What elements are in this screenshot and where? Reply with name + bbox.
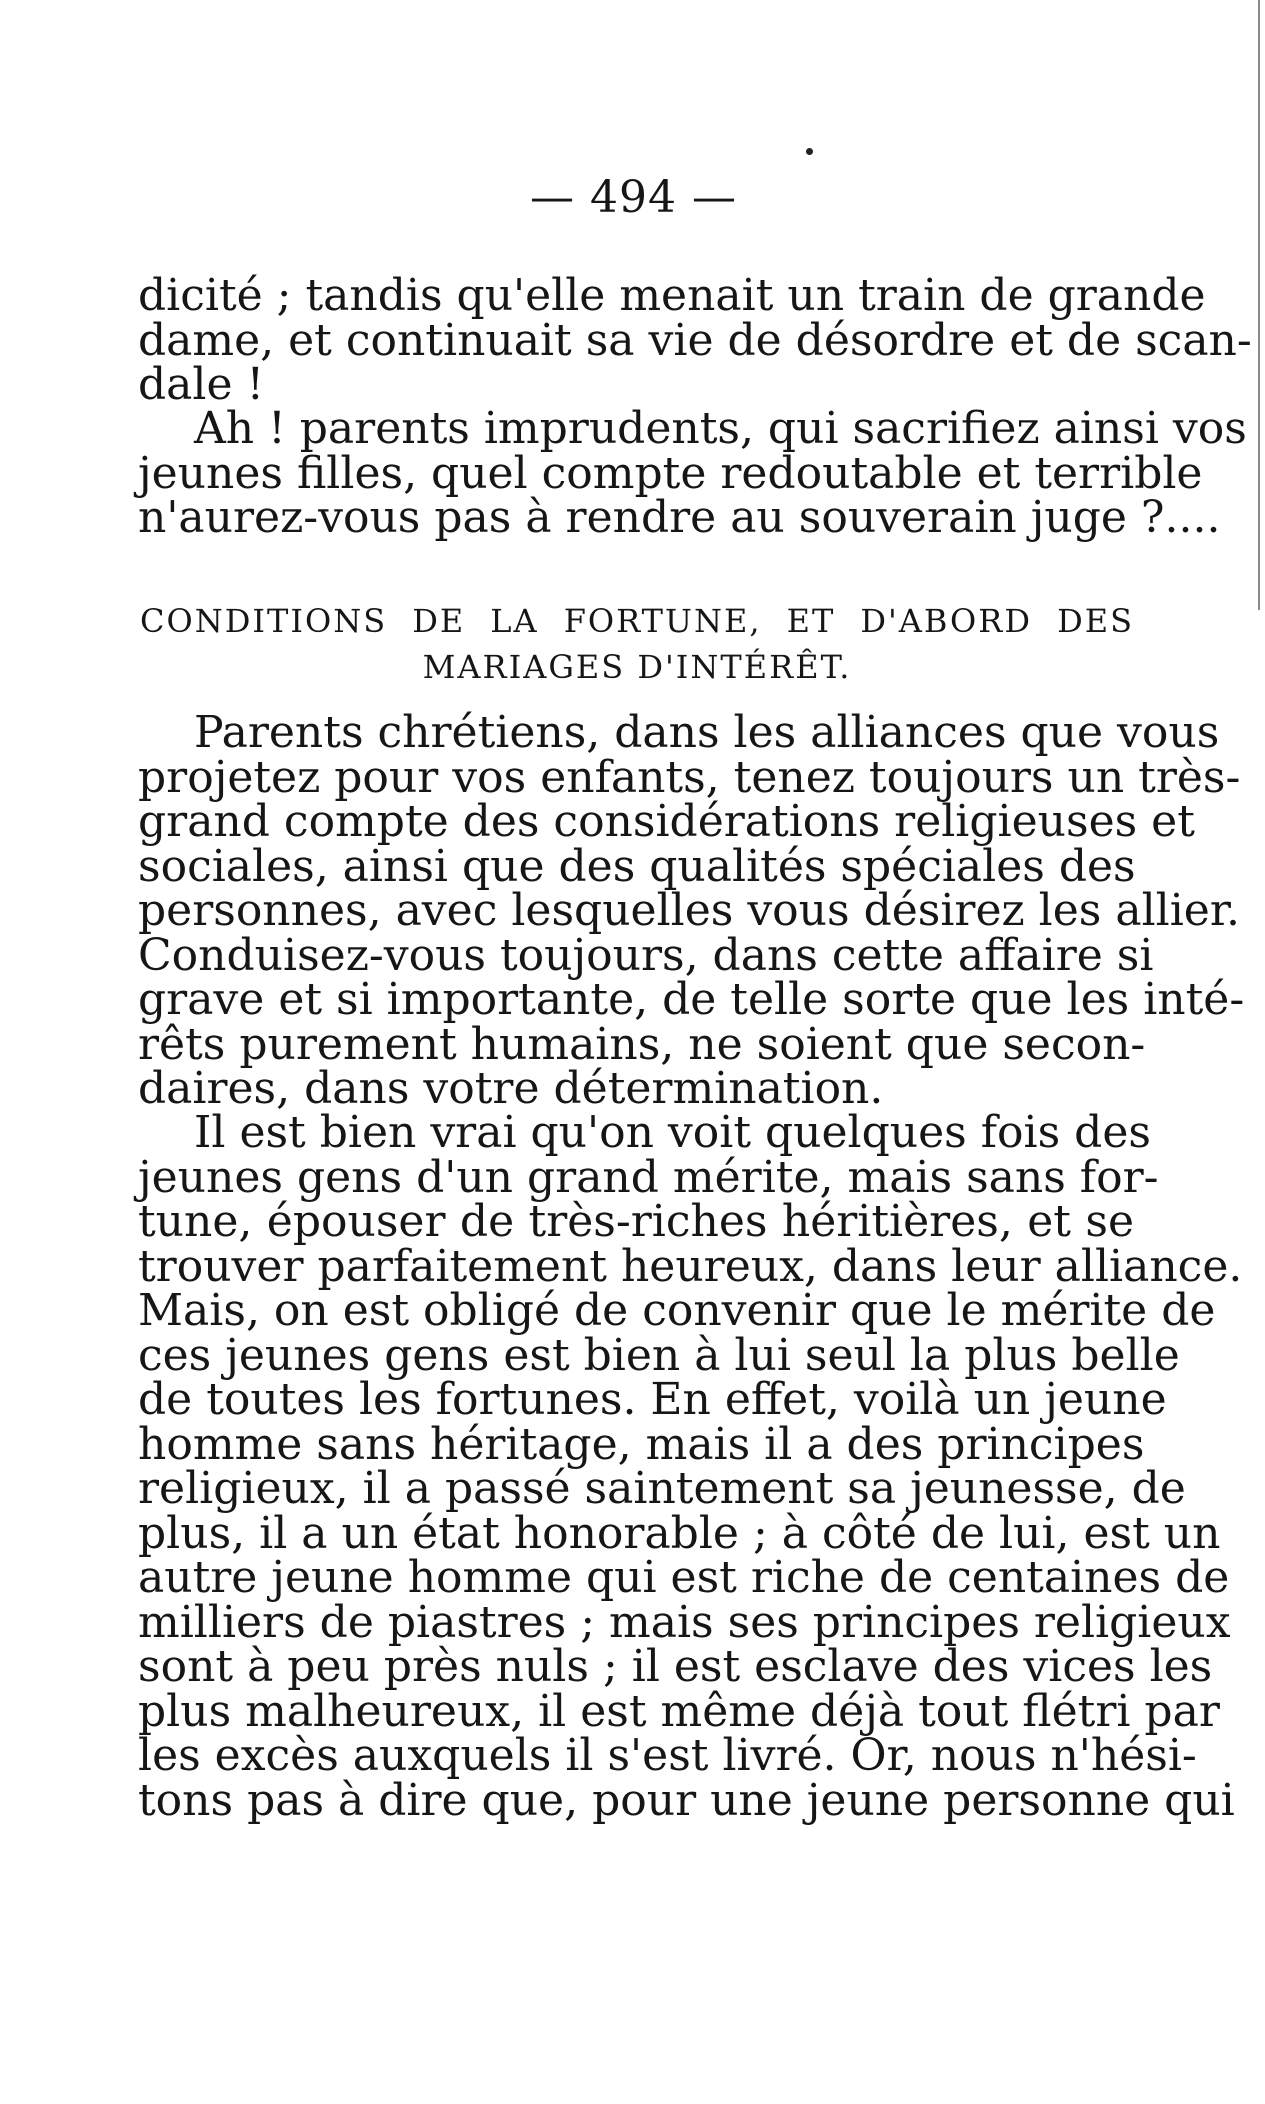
text-line: homme sans héritage, mais il a des principes [138,1418,1145,1470]
paragraph-merit-vs-fortune [138,1107,1243,1826]
text-line: dicité ; tandis qu'elle menait un train de grande [138,270,1206,321]
text-line: jeunes gens d'un grand mérite, mais sans for- [138,1151,1159,1203]
text-line: tune, épouser de très-riches héritières, et se [138,1196,1134,1247]
paragraph-continuation [138,270,1252,410]
text-line: religieux, il a passé saintement sa jeunesse, de [138,1463,1186,1514]
page-edge-rule [1258,0,1260,610]
text-line: plus, il a un état honorable ; à côté de lui, est un [138,1507,1221,1559]
ink-mark [806,148,813,155]
text-line: de toutes les fortunes. En effet, voilà un jeune [138,1374,1167,1425]
text-line: personnes, avec lesquelles vous désirez les allier. [138,885,1241,936]
text-line: grand compte des considérations religieuses et [138,796,1195,847]
text-line: Ah ! parents imprudents, qui sacrifiez ainsi vos [194,403,1247,454]
text-line: Parents chrétiens, dans les alliances que vous [194,707,1220,758]
section-heading-line-2: MARIAGES D'INTÉRÊT. [422,648,852,686]
text-line: rêts purement humains, ne soient que secon- [138,1018,1146,1070]
paragraph-parents-warning [138,403,1247,543]
text-line: ces jeunes gens est bien à lui seul la plus belle [138,1329,1180,1381]
paragraph-christian-parents [138,707,1245,1114]
text-line: Il est bien vrai qu'on voit quelques fois des [194,1107,1151,1158]
text-line: daires, dans votre détermination. [138,1063,884,1114]
text-line: sociales, ainsi que des qualités spéciales des [138,840,1136,892]
text-line: sont à peu près nuls ; il est esclave des vices les [138,1641,1213,1692]
text-line: jeunes filles, quel compte redoutable et terrible [138,447,1203,499]
text-line: les excès auxquels il s'est livré. Or, nous n'hési- [138,1730,1197,1781]
text-line: tons pas à dire que, pour une jeune personne qui [138,1774,1235,1826]
text-line: Mais, on est obligé de convenir que le mérite de [138,1285,1216,1336]
text-line: milliers de piastres ; mais ses principes religieux [138,1596,1231,1648]
text-line: trouver parfaitement heureux, dans leur alliance. [138,1240,1243,1292]
text-line: plus malheureux, il est même déjà tout flétri par [138,1685,1220,1737]
text-line: dale ! [138,359,265,410]
text-line: n'aurez-vous pas à rendre au souverain juge ?.... [138,492,1221,543]
text-line: grave et si importante, de telle sorte que les inté- [138,974,1245,1025]
text-line: autre jeune homme qui est riche de centaines de [138,1552,1230,1603]
section-heading-line-1: CONDITIONS DE LA FORTUNE, ET D'ABORD DES [140,602,1134,640]
text-line: dame, et continuait sa vie de désordre et de scan- [138,314,1252,366]
page-number: — 494 — [530,172,737,223]
text-line: Conduisez-vous toujours, dans cette affaire si [138,929,1154,981]
text-line: projetez pour vos enfants, tenez toujours un très- [138,751,1241,803]
